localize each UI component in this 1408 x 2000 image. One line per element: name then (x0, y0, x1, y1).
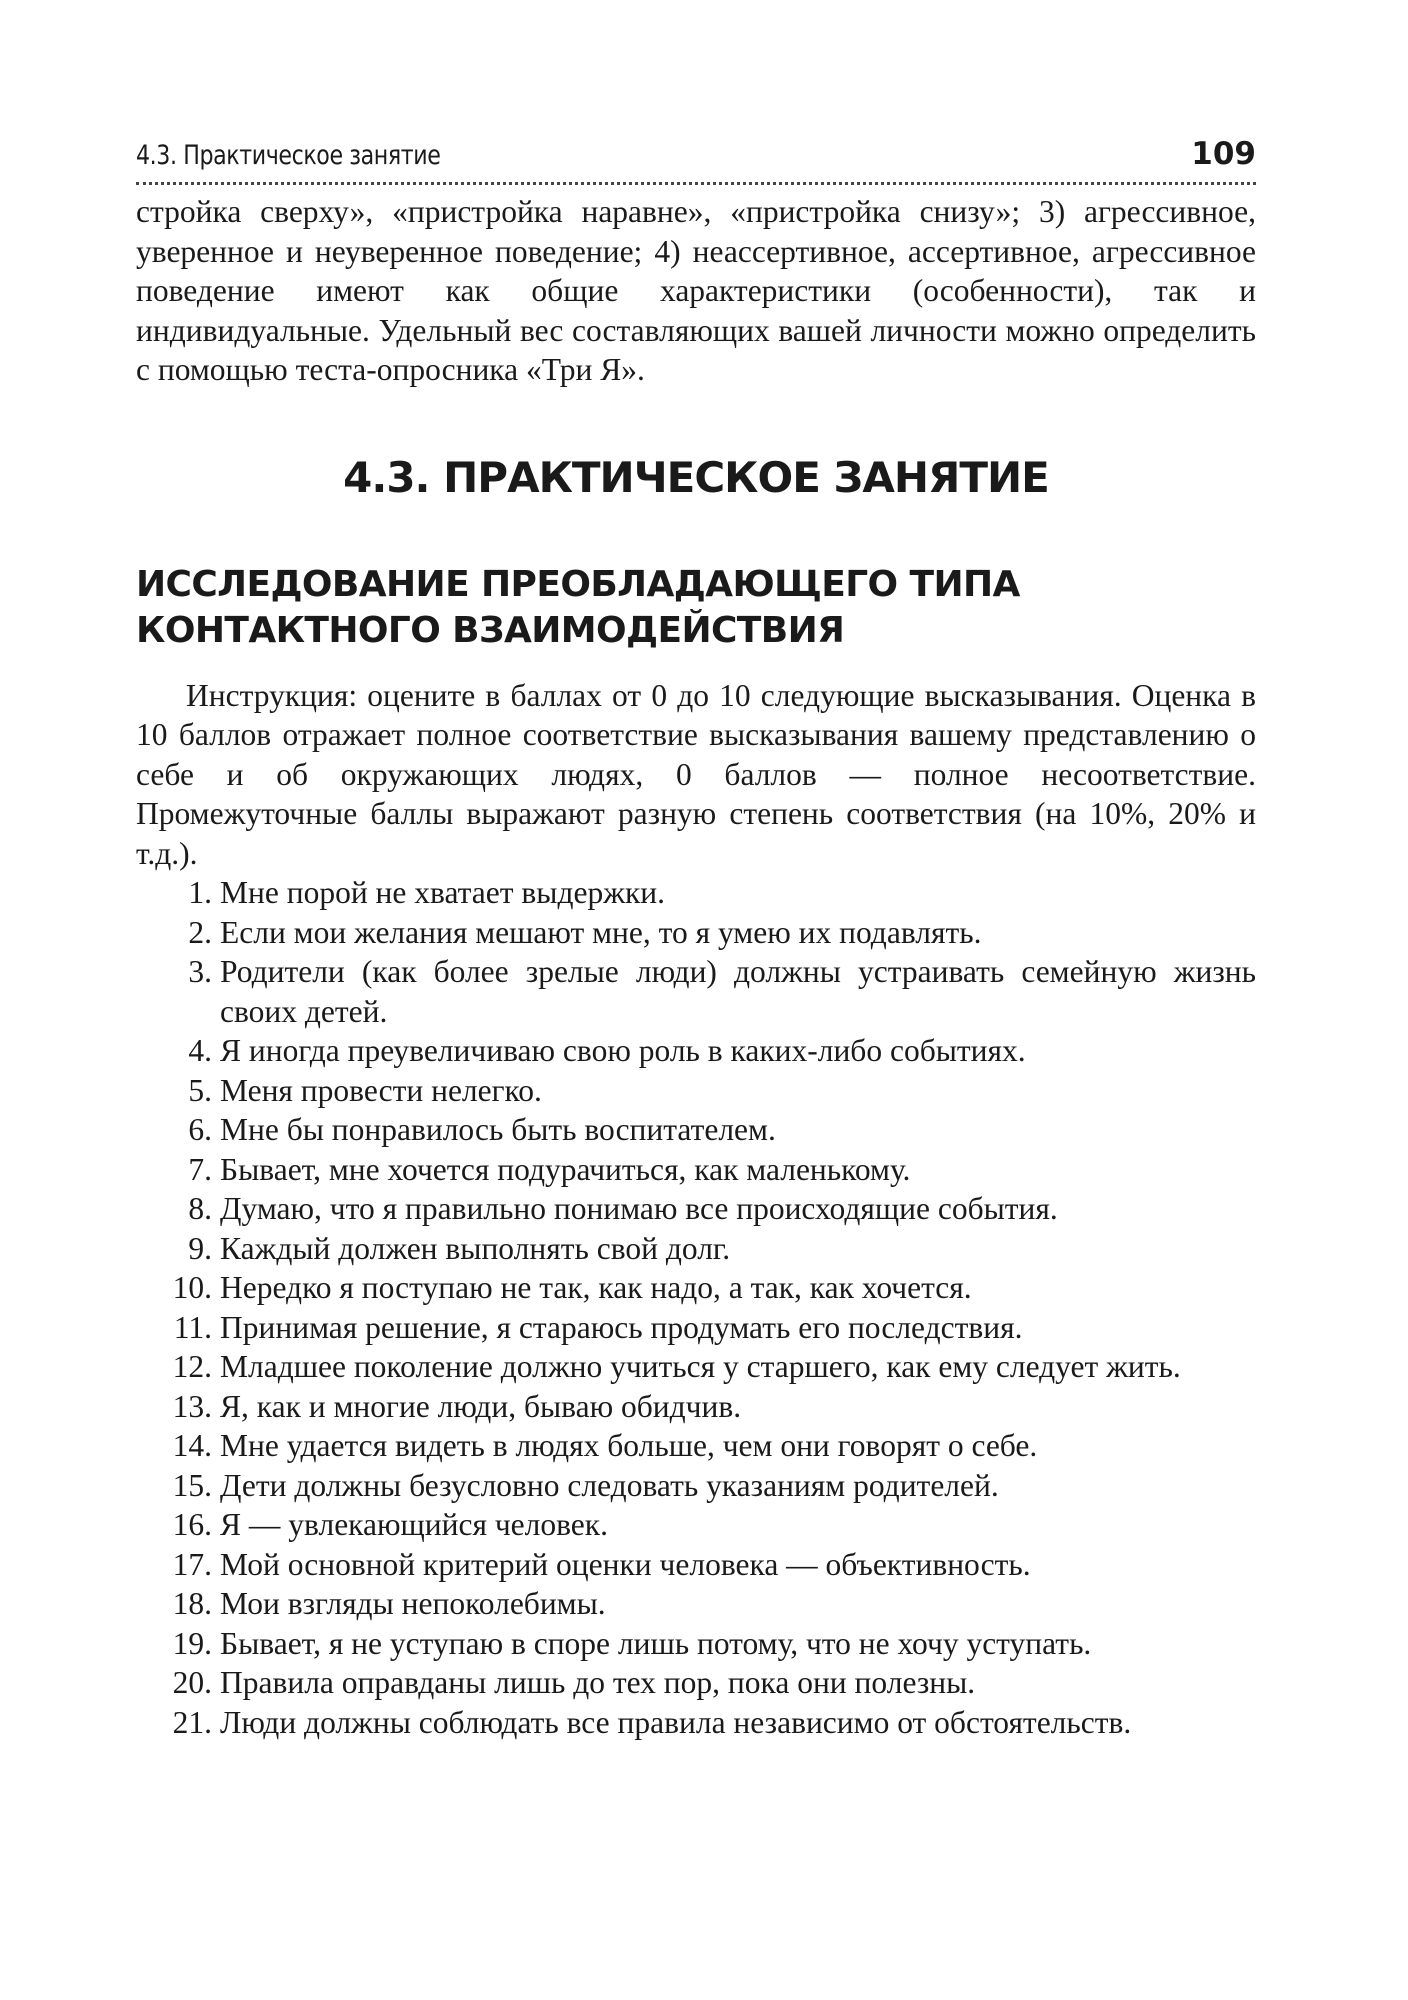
item-text: Люди должны соблюдать все правила независимо от обстоятельств. (220, 1704, 1132, 1740)
running-title: 4.3. Практическое занятие (136, 140, 441, 171)
item-text: Я — увлекающийся человек. (220, 1507, 608, 1542)
intro-paragraph: стройка сверху», «пристройка наравне», «пристройка снизу»; 3) агрессивное, уверенное и неуверенное поведение; 4) неассертивное, ассертивное, агрессивное поведение имеют как общие характеристики (особенности), так и индивидуальные. Удельный вес составляющих вашей личности можно определить с помощью теста-опросника «Три Я». (136, 194, 1256, 387)
item-number: 12. (172, 1349, 212, 1384)
list-item (136, 1466, 1256, 1506)
list-item (136, 1347, 1256, 1387)
item-text: Родители (как более зрелые люди) должны устраивать семейную жизнь своих детей. (220, 954, 1256, 1029)
list-item (136, 1071, 1256, 1111)
list-item (136, 913, 1256, 953)
item-number: 4. (188, 1033, 212, 1068)
item-number: 9. (188, 1230, 212, 1266)
list-item (136, 1308, 1256, 1348)
item-text: Правила оправданы лишь до тех пор, пока они полезны. (220, 1665, 976, 1700)
item-text: Думаю, что я правильно понимаю все происходящие события. (220, 1191, 1058, 1226)
item-number: 13. (172, 1388, 212, 1424)
list-item (136, 1150, 1256, 1190)
item-number: 20. (172, 1665, 212, 1700)
item-number: 21. (172, 1704, 212, 1740)
list-item (136, 1624, 1256, 1664)
subtitle-line-1: ИССЛЕДОВАНИЕ ПРЕОБЛАДАЮЩЕГО ТИПА (136, 563, 1020, 605)
item-number: 2. (188, 914, 212, 950)
list-item (136, 1584, 1256, 1624)
item-number: 16. (172, 1507, 212, 1542)
item-number: 3. (188, 954, 212, 989)
instruction-paragraph: Инструкция: оцените в баллах от 0 до 10 следующие высказывания. Оценка в 10 баллов отражает полное соответствие высказывания вашему представлению о себе и об окружающих людях, 0 баллов — полное несоответствие. Промежуточные баллы выражают разную степень соответствия (на 10%, 20% и т.д.). (136, 677, 1256, 871)
book-page (136, 136, 1256, 1742)
list-item (136, 1268, 1256, 1308)
item-text: Нередко я поступаю не так, как надо, а так, как хочется. (220, 1270, 972, 1305)
list-item (136, 1229, 1256, 1269)
item-number: 18. (172, 1586, 212, 1621)
item-number: 15. (172, 1467, 212, 1503)
page-number: 109 (1191, 136, 1256, 172)
item-text: Я, как и многие люди, бываю обидчив. (220, 1388, 742, 1424)
subtitle-line-2: КОНТАКТНОГО ВЗАИМОДЕЙСТВИЯ (136, 609, 845, 651)
list-item (136, 1426, 1256, 1466)
item-text: Мой основной критерий оценки человека — объективность. (220, 1546, 1031, 1582)
item-number: 17. (172, 1546, 212, 1582)
item-text: Бывает, мне хочется подурачиться, как маленькому. (220, 1151, 911, 1187)
item-text: Мне удается видеть в людях больше, чем они говорят о себе. (220, 1428, 1038, 1463)
item-number: 11. (173, 1309, 212, 1345)
list-item (136, 1031, 1256, 1071)
item-text: Мои взгляды непоколебимы. (220, 1586, 606, 1621)
list-item (136, 1505, 1256, 1545)
item-text: Мне порой не хватает выдержки. (220, 875, 665, 910)
item-number: 8. (188, 1191, 212, 1226)
section-title: 4.3. ПРАКТИЧЕСКОЕ ЗАНЯТИЕ (343, 452, 1049, 502)
item-text: Если мои желания мешают мне, то я умею их подавлять. (220, 914, 982, 950)
subsection-title (136, 562, 1256, 654)
item-number: 6. (188, 1112, 212, 1147)
item-number: 10. (172, 1270, 212, 1305)
list-item (136, 1545, 1256, 1585)
item-text: Дети должны безусловно следовать указаниям родителей. (220, 1467, 999, 1503)
list-item (136, 1387, 1256, 1427)
item-text: Принимая решение, я стараюсь продумать его последствия. (220, 1309, 1023, 1345)
item-number: 14. (172, 1428, 212, 1463)
item-text: Младшее поколение должно учиться у старшего, как ему следует жить. (220, 1349, 1181, 1384)
item-text: Меня провести нелегко. (220, 1072, 542, 1108)
list-item (136, 1703, 1256, 1743)
item-number: 5. (188, 1072, 212, 1108)
item-number: 7. (188, 1151, 212, 1187)
item-text: Каждый должен выполнять свой долг. (220, 1230, 731, 1266)
header-divider (136, 182, 1256, 185)
item-text: Я иногда преувеличиваю свою роль в каких-либо событиях. (220, 1033, 1026, 1068)
list-item (136, 1189, 1256, 1229)
list-item (136, 952, 1256, 1031)
list-item (136, 873, 1256, 913)
list-item (136, 1110, 1256, 1150)
list-item (136, 1663, 1256, 1703)
running-header (136, 136, 1256, 184)
questionnaire-list (136, 873, 1256, 1742)
item-text: Бывает, я не уступаю в споре лишь потому, что не хочу уступать. (220, 1625, 1092, 1661)
item-number: 19. (172, 1625, 212, 1661)
item-number: 1. (188, 875, 212, 910)
item-text: Мне бы понравилось быть воспитателем. (220, 1112, 776, 1147)
